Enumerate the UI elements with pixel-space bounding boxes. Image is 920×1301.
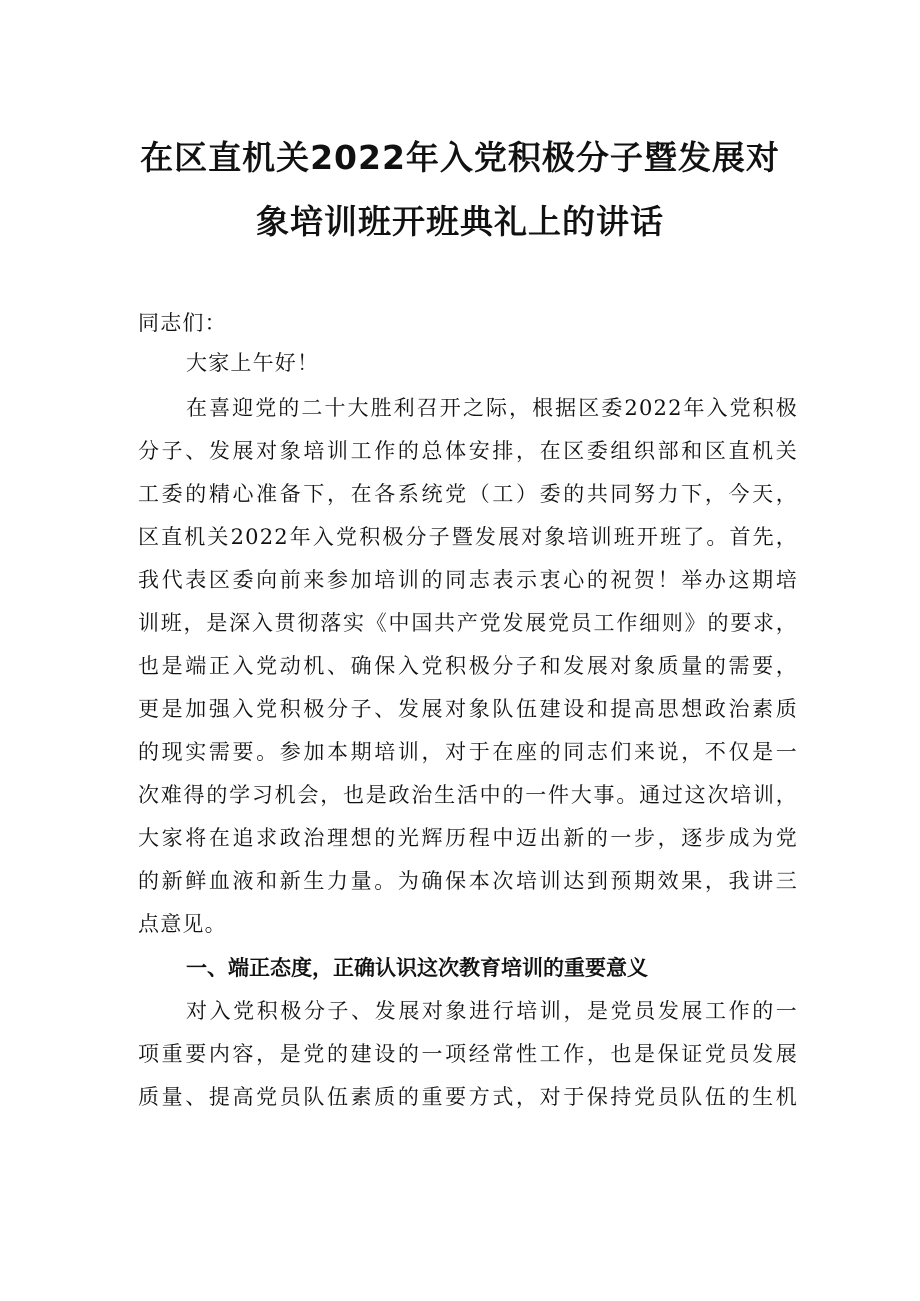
paragraph-line: 的现实需要。参加本期培训，对于在座的同志们来说，不仅是一: [138, 740, 798, 764]
paragraph-line: 分子、发展对象培训工作的总体安排，在区委组织部和区直机关: [138, 439, 798, 463]
section-heading: 一、端正态度，正确认识这次教育培训的重要意义: [186, 956, 648, 980]
document-title-line-1: 在区直机关2022年入党积极分子暨发展对: [140, 138, 780, 177]
paragraph-line: 在喜迎党的二十大胜利召开之际，根据区委2022年入党积极: [186, 396, 798, 420]
paragraph-line: 大家将在追求政治理想的光辉历程中迈出新的一步，逐步成为党: [138, 826, 798, 850]
paragraph-line: 区直机关2022年入党积极分子暨发展对象培训班开班了。首先，: [138, 525, 798, 549]
paragraph-line: 点意见。: [138, 912, 227, 936]
paragraph-line: 更是加强入党积极分子、发展对象队伍建设和提高思想政治素质: [138, 697, 798, 721]
greeting: 大家上午好！: [186, 351, 320, 375]
paragraph-line: 质量、提高党员队伍素质的重要方式，对于保持党员队伍的生机: [138, 1085, 798, 1109]
paragraph-line: 工委的精心准备下，在各系统党（工）委的共同努力下，今天，: [138, 482, 798, 506]
paragraph-line: 训班，是深入贯彻落实《中国共产党发展党员工作细则》的要求，: [138, 611, 798, 635]
paragraph-line: 也是端正入党动机、确保入党积极分子和发展对象质量的需要，: [138, 654, 798, 678]
paragraph-line: 对入党积极分子、发展对象进行培训，是党员发展工作的一: [186, 999, 798, 1023]
paragraph-line: 次难得的学习机会，也是政治生活中的一件大事。通过这次培训，: [138, 783, 798, 807]
document-title-line-2: 象培训班开班典礼上的讲话: [256, 202, 664, 241]
paragraph-line: 的新鲜血液和新生力量。为确保本次培训达到预期效果，我讲三: [138, 869, 798, 893]
paragraph-line: 项重要内容，是党的建设的一项经常性工作，也是保证党员发展: [138, 1042, 798, 1066]
paragraph-line: 我代表区委向前来参加培训的同志表示衷心的祝贺！举办这期培: [138, 568, 798, 592]
salutation: 同志们：: [138, 311, 227, 335]
